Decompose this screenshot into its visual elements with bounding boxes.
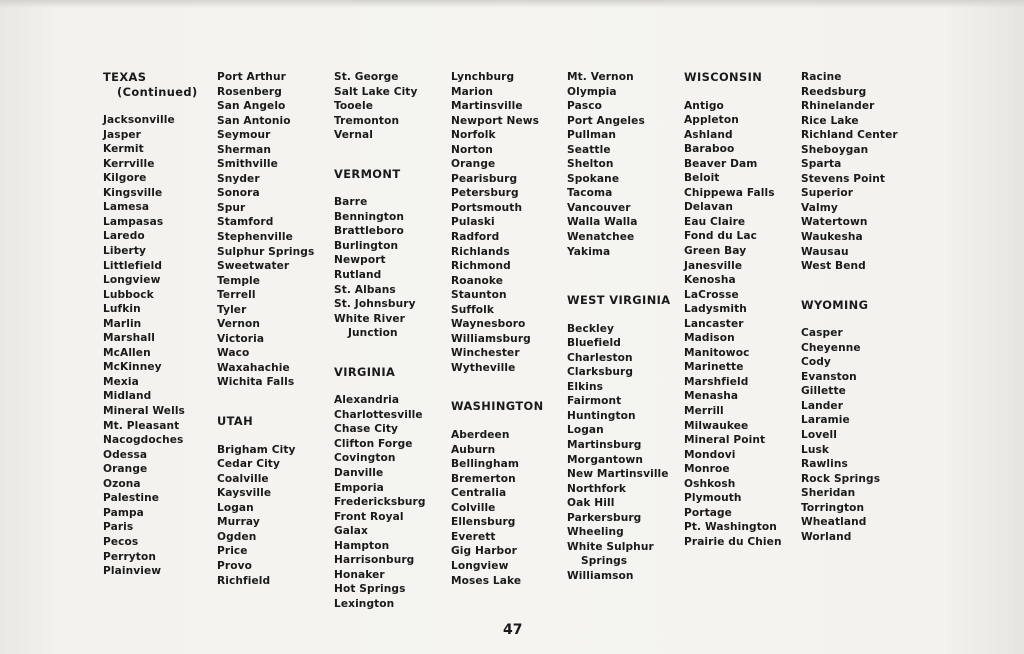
city-entry: Pt. Washington (684, 521, 777, 534)
city-entry: Yakima (567, 245, 611, 258)
city-entry: Sulphur Springs (217, 245, 315, 258)
state-heading-vermont: VERMONT (334, 166, 401, 181)
city-entry: Spokane (567, 172, 620, 185)
city-entry: Rosenberg (217, 85, 282, 98)
page-top-shadow (0, 0, 1024, 8)
city-entry: Pulaski (451, 216, 495, 229)
city-entry: Gig Harbor (451, 545, 517, 558)
city-entry: Wheatland (801, 516, 867, 529)
city-entry: Oshkosh (684, 477, 736, 490)
city-entry: Terrell (217, 289, 256, 302)
city-entry: Longview (451, 559, 509, 572)
city-list-wisconsin-cont (801, 70, 919, 274)
state-heading-wisconsin: WISCONSIN (684, 70, 763, 84)
city-entry: Lubbock (103, 288, 154, 301)
city-entry: Waukesha (801, 231, 863, 244)
city-entry: LaCrosse (684, 288, 739, 301)
column-3 (334, 70, 452, 612)
state-heading-utah: UTAH (217, 414, 254, 429)
city-entry: Plymouth (684, 492, 742, 505)
city-entry: Orange (103, 463, 148, 476)
city-entry: Alexandria (334, 394, 400, 407)
city-entry: Wausau (801, 245, 849, 258)
city-entry: Sheridan (801, 487, 856, 500)
city-entry: Jacksonville (103, 114, 175, 127)
city-entry: Spur (217, 201, 246, 214)
city-entry: Hot Springs (334, 583, 406, 596)
city-entry: Lovell (801, 429, 837, 442)
city-entry: Galax (334, 525, 368, 538)
city-entry: Lander (801, 399, 844, 412)
page-number: 47 (503, 622, 523, 638)
city-entry: Fond du Lac (684, 230, 757, 243)
city-entry: Front Royal (334, 510, 404, 523)
city-entry: Tyler (217, 303, 247, 316)
city-entry: Sherman (217, 143, 272, 156)
city-entry: White River (334, 312, 405, 325)
city-entry: Beloit (684, 172, 720, 185)
city-entry: Pullman (567, 129, 616, 142)
city-list-virginia (334, 393, 452, 611)
city-entry: Victoria (217, 332, 265, 345)
city-entry: Monroe (684, 463, 730, 476)
city-entry: Bellingham (451, 458, 520, 471)
city-entry: Charleston (567, 351, 633, 364)
city-entry: Wenatchee (567, 231, 635, 244)
city-entry: Covington (334, 452, 396, 465)
city-entry: Kermit (103, 143, 144, 156)
city-entry: Madison (684, 332, 735, 345)
city-entry: Tooele (334, 100, 373, 113)
city-entry: White Sulphur (567, 540, 654, 553)
city-entry: Bluefield (567, 337, 621, 350)
column-6 (684, 70, 802, 550)
city-entry: Portsmouth (451, 201, 523, 214)
city-entry: Rhinelander (801, 100, 875, 113)
city-entry: Orange (451, 158, 496, 171)
city-entry: Cody (801, 356, 831, 369)
city-entry: Charlottesville (334, 408, 423, 421)
city-entry: Laramie (801, 414, 850, 427)
city-entry: Wheeling (567, 526, 624, 539)
city-entry: Delavan (684, 201, 734, 214)
city-entry: Hampton (334, 539, 390, 552)
city-entry: Menasha (684, 390, 739, 403)
city-entry: Jasper (103, 128, 141, 141)
city-list-washington (451, 428, 569, 588)
city-entry: Norfolk (451, 129, 496, 142)
city-list-utah-cont (334, 70, 452, 143)
city-entry: Lufkin (103, 303, 141, 316)
city-entry: Port Angeles (567, 114, 645, 127)
city-entry: Stamford (217, 216, 274, 229)
city-entry: Chippewa Falls (684, 186, 775, 199)
city-entry: Lynchburg (451, 71, 515, 83)
city-entry: Marshall (103, 332, 155, 345)
city-entry: Kerrville (103, 157, 155, 170)
city-entry: Newport News (451, 114, 540, 127)
city-entry: Logan (567, 424, 604, 437)
city-entry: Odessa (103, 448, 148, 461)
city-list-texas (103, 113, 221, 579)
city-entry: Oak Hill (567, 497, 615, 510)
column-2 (217, 70, 335, 588)
city-entry: Midland (103, 390, 152, 403)
city-entry: Marinette (684, 361, 744, 374)
city-entry: Baraboo (684, 143, 735, 156)
city-entry: Everett (451, 530, 496, 543)
city-entry: Pecos (103, 535, 139, 548)
state-heading-washington: WASHINGTON (451, 399, 544, 414)
city-entry: Brattleboro (334, 225, 404, 238)
city-entry: Murray (217, 516, 260, 529)
city-entry: Brigham City (217, 443, 296, 456)
city-entry: Norton (451, 143, 493, 156)
city-entry: Torrington (801, 501, 865, 514)
city-entry: St. Johnsbury (334, 298, 416, 311)
city-entry: Emporia (334, 481, 384, 494)
city-entry: Rice Lake (801, 114, 859, 127)
city-entry: Danville (334, 467, 384, 480)
city-list-utah (217, 443, 335, 588)
city-entry: Racine (801, 71, 842, 83)
city-entry: Antigo (684, 99, 724, 112)
city-entry: Vernal (334, 129, 373, 142)
city-entry: Lamesa (103, 201, 150, 214)
column-7 (801, 70, 919, 544)
city-entry: Milwaukee (684, 419, 749, 432)
city-entry: Wichita Falls (217, 376, 295, 389)
city-entry: Smithville (217, 158, 278, 171)
city-entry: Aberdeen (451, 429, 510, 442)
city-entry: Auburn (451, 443, 496, 456)
city-entry: Clarksburg (567, 366, 634, 379)
city-entry: Eau Claire (684, 215, 746, 228)
city-entry: Lancaster (684, 317, 744, 330)
city-entry: Newport (334, 254, 386, 267)
state-heading-virginia: VIRGINIA (334, 364, 396, 379)
column-5 (567, 70, 685, 584)
city-entry: Winchester (451, 347, 520, 360)
city-entry: Mt. Vernon (567, 71, 634, 83)
city-entry: Portage (684, 506, 732, 519)
city-entry: Manitowoc (684, 346, 750, 359)
city-entry: Ashland (684, 128, 733, 141)
city-entry: Kilgore (103, 172, 147, 185)
city-entry: Watertown (801, 216, 868, 229)
city-entry: Moses Lake (451, 574, 522, 587)
city-entry: Ogden (217, 530, 257, 543)
city-entry: Martinsville (451, 100, 523, 113)
city-list-wisconsin (684, 99, 802, 550)
city-entry: Harrisonburg (334, 554, 415, 567)
city-list-virginia-cont (451, 70, 569, 375)
city-entry: Fairmont (567, 395, 622, 408)
city-entry: Mineral Point (684, 434, 766, 447)
city-entry: Stevens Point (801, 172, 886, 185)
city-entry: Worland (801, 530, 852, 543)
city-entry: Seymour (217, 129, 271, 142)
city-entry: Mt. Pleasant (103, 419, 180, 432)
city-entry: San Angelo (217, 100, 286, 113)
city-entry: McKinney (103, 361, 162, 374)
city-entry: Prairie du Chien (684, 535, 782, 548)
city-entry: Reedsburg (801, 85, 867, 98)
city-entry: Salt Lake City (334, 85, 418, 98)
city-entry: Price (217, 545, 248, 558)
city-entry: Appleton (684, 114, 739, 127)
city-entry: Richlands (451, 245, 510, 258)
city-entry: Lampasas (103, 215, 164, 228)
city-entry: Marlin (103, 317, 142, 330)
city-entry: Barre (334, 196, 368, 209)
city-list-texas-cont (217, 70, 335, 390)
city-entry: Valmy (801, 201, 838, 214)
city-entry: Roanoke (451, 274, 504, 287)
city-entry: Sheboygan (801, 143, 869, 156)
column-4 (451, 70, 569, 588)
city-entry: West Bend (801, 260, 866, 273)
city-entry: Superior (801, 187, 854, 200)
city-entry: Suffolk (451, 303, 495, 316)
city-entry: Radford (451, 231, 500, 244)
city-entry: Waynesboro (451, 318, 526, 331)
city-entry: Green Bay (684, 245, 747, 258)
city-entry: Rutland (334, 269, 382, 282)
city-entry: Olympia (567, 85, 617, 98)
city-entry: Merrill (684, 405, 724, 418)
city-entry: Kaysville (217, 487, 272, 500)
city-entry: New Martinsville (567, 468, 669, 481)
city-entry: Richfield (217, 574, 271, 587)
city-entry: Evanston (801, 370, 857, 383)
city-entry: Laredo (103, 230, 145, 243)
city-entry: Mineral Wells (103, 405, 185, 418)
city-entry: Port Arthur (217, 71, 286, 83)
city-entry: Huntington (567, 409, 636, 422)
city-entry: Nacogdoches (103, 434, 184, 447)
city-entry: Marion (451, 85, 493, 98)
city-entry: Provo (217, 559, 252, 572)
city-entry: Cedar City (217, 458, 280, 471)
city-entry: Burlington (334, 239, 399, 252)
city-entry: Ozona (103, 477, 141, 490)
city-entry: Pearisburg (451, 172, 518, 185)
city-entry: Sonora (217, 187, 260, 200)
city-entry: Beckley (567, 322, 615, 335)
city-entry: Beaver Dam (684, 157, 758, 170)
city-entry: Kenosha (684, 274, 736, 287)
city-entry: Tacoma (567, 187, 613, 200)
city-entry: Shelton (567, 158, 614, 171)
city-entry: Williamson (567, 569, 634, 582)
city-entry: Vernon (217, 318, 260, 331)
city-entry: Paris (103, 521, 134, 534)
city-entry: St. Albans (334, 283, 396, 296)
city-entry: Longview (103, 274, 161, 287)
city-entry: Coalville (217, 472, 269, 485)
city-entry: Junction (348, 327, 398, 340)
city-entry: Richland Center (801, 129, 898, 142)
state-heading-texas: TEXAS (103, 70, 147, 84)
city-entry: McAllen (103, 346, 151, 359)
city-entry: Sweetwater (217, 260, 290, 273)
city-entry: Pampa (103, 506, 144, 519)
state-heading-west-virginia: WEST VIRGINIA (567, 293, 671, 308)
city-entry: Rawlins (801, 458, 848, 471)
state-heading-wyoming: WYOMING (801, 297, 869, 312)
city-entry: Walla Walla (567, 216, 638, 229)
city-entry: Rock Springs (801, 472, 881, 485)
city-entry: Wytheville (451, 361, 516, 374)
city-entry: Centralia (451, 487, 507, 500)
column-1 (103, 70, 221, 579)
city-entry: Plainview (103, 565, 162, 578)
city-entry: Kingsville (103, 186, 163, 199)
city-entry: Colville (451, 501, 496, 514)
city-entry: Littlefield (103, 259, 163, 272)
city-entry: Sparta (801, 158, 842, 171)
city-entry: Janesville (684, 259, 743, 272)
city-entry: Springs (581, 555, 628, 568)
city-entry: Temple (217, 274, 261, 287)
city-entry: Bennington (334, 210, 404, 223)
city-entry: Bremerton (451, 472, 516, 485)
city-entry: Parkersburg (567, 511, 642, 524)
city-entry: Clifton Forge (334, 437, 413, 450)
city-entry: Seattle (567, 143, 611, 156)
city-entry: Logan (217, 501, 254, 514)
city-entry: Perryton (103, 550, 156, 563)
city-entry: Pasco (567, 100, 602, 113)
city-entry: Fredericksburg (334, 496, 426, 509)
city-entry: Lusk (801, 443, 830, 456)
city-entry: Gillette (801, 385, 846, 398)
city-entry: Ladysmith (684, 303, 747, 316)
city-entry: Casper (801, 327, 843, 340)
city-entry: San Antonio (217, 114, 291, 127)
city-entry: Richmond (451, 260, 511, 273)
city-entry: Snyder (217, 172, 260, 185)
city-entry: Vancouver (567, 201, 631, 214)
state-subheading-continued: (Continued) (117, 84, 198, 99)
city-entry: Stephenville (217, 231, 293, 244)
city-entry: Honaker (334, 568, 385, 581)
city-entry: Morgantown (567, 453, 643, 466)
city-entry: Lexington (334, 597, 395, 610)
city-list-wyoming (801, 326, 919, 544)
city-entry: Liberty (103, 245, 147, 258)
city-entry: Waxahachie (217, 361, 290, 374)
city-list-washington-cont (567, 70, 685, 259)
city-list-west-virginia (567, 322, 685, 584)
city-entry: Northfork (567, 482, 627, 495)
city-entry: Staunton (451, 289, 507, 302)
city-entry: Chase City (334, 423, 399, 436)
city-entry: Williamsburg (451, 332, 531, 345)
city-entry: Tremonton (334, 114, 400, 127)
city-list-vermont (334, 195, 452, 340)
city-entry: Marshfield (684, 375, 749, 388)
city-entry: St. George (334, 71, 399, 83)
city-entry: Elkins (567, 380, 603, 393)
city-entry: Mexia (103, 375, 139, 388)
city-entry: Martinsburg (567, 439, 642, 452)
city-entry: Petersburg (451, 187, 519, 200)
city-entry: Cheyenne (801, 341, 861, 354)
city-entry: Mondovi (684, 448, 736, 461)
city-entry: Waco (217, 347, 250, 360)
city-entry: Palestine (103, 492, 160, 505)
city-entry: Ellensburg (451, 516, 516, 529)
